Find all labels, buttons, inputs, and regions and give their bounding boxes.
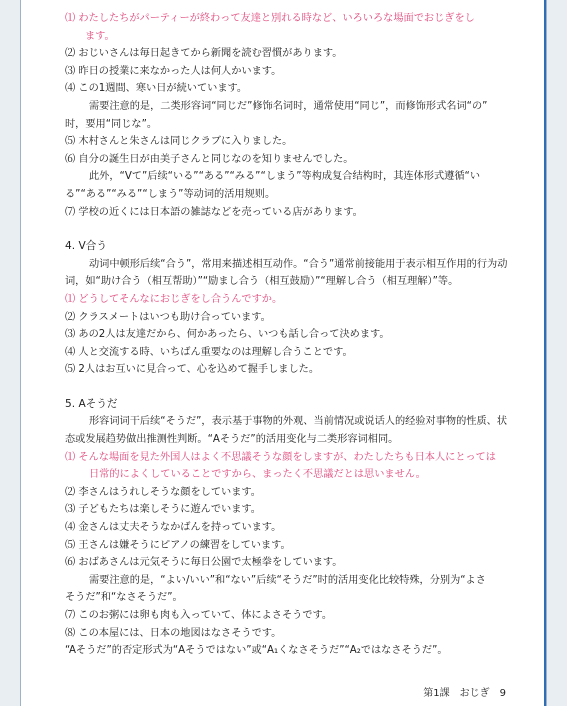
example-sentence: ⑹ おばあさんは元気そうに毎日公園で太極拳をしています。 [65, 557, 343, 569]
example-sentence-continued: 日常的によくしていることですから、まったく不思議だとは思いません。 [89, 469, 426, 481]
example-sentence: ⑷ 人と交流する時、いちばん重要なのは理解し合うことです。 [65, 346, 353, 358]
example-sentence: ⑹ 自分の誕生日が由美子さんと同じなのを知りませんでした。 [65, 153, 354, 165]
example-sentence: ⑸ 王さんは嫌そうにピアノの練習をしています。 [65, 539, 291, 551]
example-sentence: ⑵ クラスメートはいつも助け合っています。 [65, 311, 271, 323]
explanation-paragraph: 此外，“Vて”后续“いる”“ある”“みる”“しまう”等构成复合结构时，其连体形式遵循“い [89, 171, 481, 183]
example-sentence: ⑴ わたしたちがパーティーが終わって友達と別れる時など、いろいろな場面でおじぎをし [65, 13, 475, 24]
example-sentence: ⑸ 2人はお互いに見合って、心を込めて握手しました。 [65, 364, 320, 376]
explanation-paragraph: “Aそうだ”的否定形式为“Aそうではない”或“A₁くなさそうだ”“A₂ではなさそうだ”。 [65, 645, 448, 657]
example-sentence: ⑴ そんな場面を見た外国人はよく不思議そうな顔をしますが、わたしたちも日本人にとっては [65, 451, 496, 463]
page-footer: 第1課 おじぎ 9 [423, 688, 506, 699]
explanation-paragraph: 需要注意的是，“よい/いい”和“ない”后续“そうだ”时的活用变化比较特殊，分别为“よさ [89, 574, 486, 586]
example-sentence: ⑶ あの2人は友達だから、何かあったら、いつも話し合って決めます。 [65, 329, 390, 341]
explanation-paragraph-continued: 态或发展趋势做出推测性判断。“Aそうだ”的活用变化与二类形容词相同。 [65, 434, 399, 446]
example-sentence: ⑺ このお粥には卵も肉も入っていて、体によさそうです。 [65, 610, 333, 621]
page-content [65, 10, 513, 660]
explanation-paragraph-continued: 词，如“助け合う（相互帮助）”“励まし合う（相互鼓励）”“理解し合う（相互理解）”等。 [65, 276, 459, 288]
example-sentence: ⑺ 学校の近くには日本語の雑誌などを売っている店があります。 [65, 206, 363, 218]
example-sentence: ⑵ 李さんはうれしそうな顔をしています。 [65, 486, 261, 498]
example-sentence: ⑻ この本屋には、日本の地図はなさそうです。 [65, 627, 282, 639]
example-sentence: ⑷ この1週間、寒い日が続いています。 [65, 83, 248, 95]
example-sentence-continued: ます。 [85, 30, 115, 42]
explanation-paragraph-continued: る”“ある”“みる”“しまう”等动词的活用规则。 [65, 188, 276, 200]
page-edge-bar [544, 0, 546, 706]
explanation-paragraph-continued: 时，要用“同じな”。 [65, 118, 158, 130]
example-sentence: ⑶ 子どもたちは楽しそうに遊んでいます。 [65, 504, 261, 516]
section-heading: 4. V合う [65, 240, 107, 253]
textbook-page [20, 0, 547, 706]
explanation-paragraph: 需要注意的是，二类形容词“同じだ”修饰名词时，通常使用“同じ”，而修饰形式名词“の” [89, 100, 488, 112]
example-sentence: ⑵ おじいさんは毎日起きてから新聞を読む習慣があります。 [65, 48, 343, 60]
example-sentence: ⑸ 木村さんと朱さんは同じクラブに入りました。 [65, 136, 293, 148]
explanation-paragraph: 形容词词干后续“そうだ”，表示基于事物的外观、当前情况或说话人的经验对事物的性质、状 [89, 416, 508, 428]
example-sentence: ⑷ 金さんは丈夫そうなかばんを持っています。 [65, 522, 282, 534]
example-sentence: ⑶ 昨日の授業に来なかった人は何人かいます。 [65, 65, 282, 77]
explanation-paragraph-continued: そうだ”和“なさそうだ”。 [65, 592, 183, 604]
section-heading: 5. Aそうだ [65, 397, 118, 410]
explanation-paragraph: 动词中顿形后续“合う”，常用来描述相互动作。“合う”通常前接能用于表示相互作用的行为动 [89, 258, 508, 270]
example-sentence: ⑴ どうしてそんなにおじぎをし合うんですか。 [65, 293, 283, 305]
